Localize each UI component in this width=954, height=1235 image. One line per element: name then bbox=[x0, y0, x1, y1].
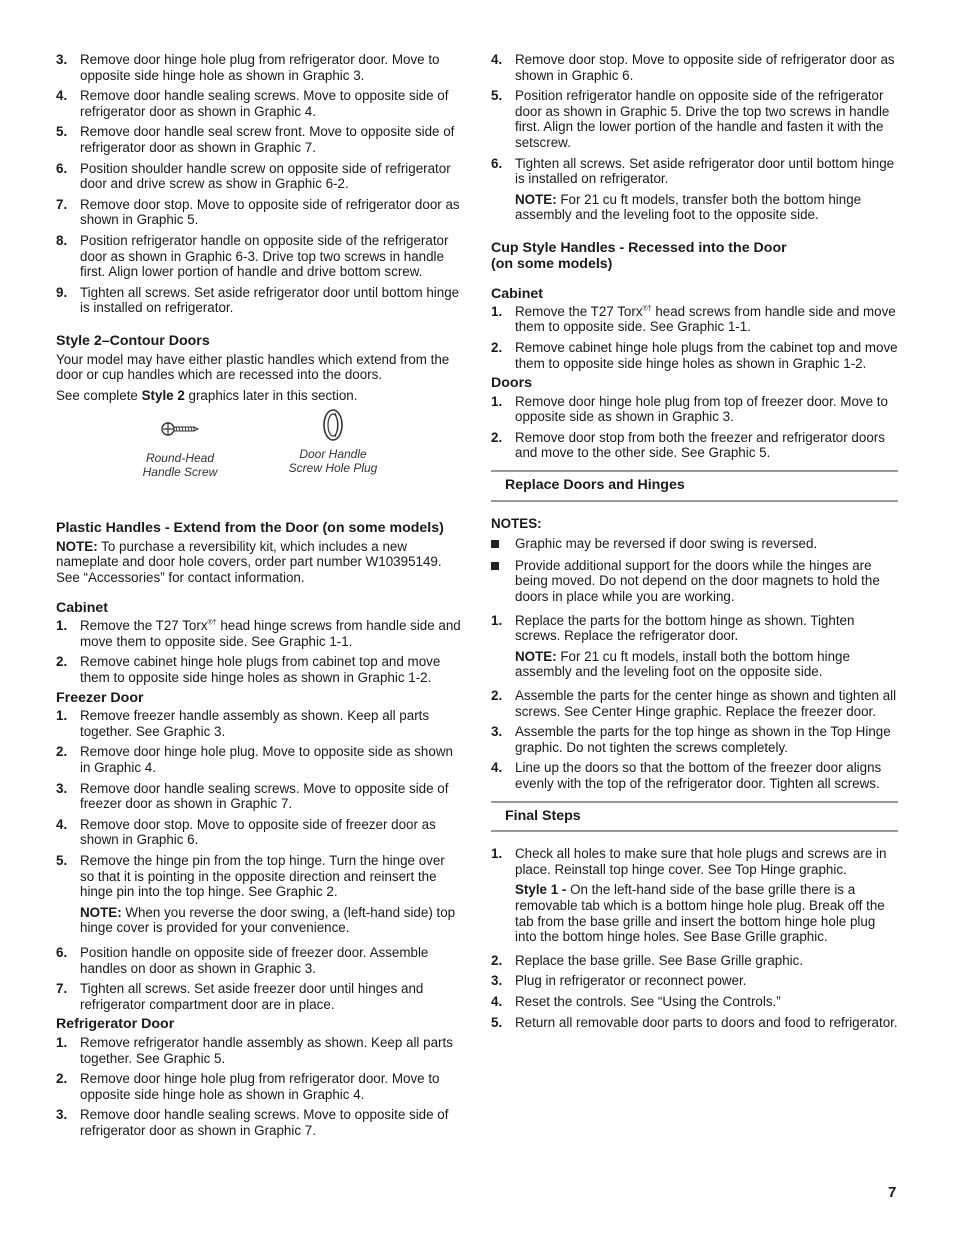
list-item: 6. Tighten all screws. Set aside refrigerator door until bottom hinge is installed on refrigerator. NOTE: For 21 cu ft models, transfer both the bottom hinge assembly and the leveling foot to the opposite side. bbox=[491, 156, 898, 223]
cabinet-heading: Cabinet bbox=[56, 599, 109, 616]
list-item: 5. Remove the hinge pin from the top hinge. Turn the hinge over so that it is pointing in the opposite direction and reinsert the hinge pin into the top hinge. See Graphic 2. NOTE: When you reverse the door swing, a (left-hand side) top hinge cover is provided for your convenience. bbox=[56, 853, 462, 936]
list-item: 5. Return all removable door parts to doors and food to refrigerator. bbox=[491, 1014, 898, 1030]
right-column bbox=[491, 52, 898, 1035]
style1-base-grille-note: Style 1 - On the left-hand side of the base grille there is a removable tab which is a bottom hinge hole plug. Break off the tab from the base grille and insert the bottom hinge hole plug into the bottom hinge holes. See Base Grille graphic. bbox=[515, 882, 885, 945]
list-item: 2. Remove door hinge hole plug. Move to opposite side as shown in Graphic 4. bbox=[56, 744, 453, 775]
plastic-handles-heading: Plastic Handles - Extend from the Door (on some models) bbox=[56, 520, 444, 537]
replace-doors-section-header: Replace Doors and Hinges bbox=[491, 470, 898, 502]
list-item: 3. Assemble the parts for the top hinge as shown in the Top Hinge graphic. Do not tighten the screws completely. bbox=[491, 724, 891, 755]
round-head-screw-figure: Round-Head Handle Screw bbox=[110, 415, 250, 480]
plastic-note: NOTE: To purchase a reversibility kit, which includes a new nameplate and door hole covers, order part number W10395149. See “Accessories” for contact information. bbox=[56, 538, 442, 586]
left-column bbox=[56, 52, 462, 1143]
final-steps-list bbox=[491, 846, 898, 1030]
leveling-foot-note: NOTE: For 21 cu ft models, install both the bottom hinge assembly and the leveling foot on the opposite side. bbox=[515, 648, 850, 680]
cup-handles-heading: Cup Style Handles - Recessed into the Door (on some models) bbox=[491, 239, 787, 272]
screw-icon bbox=[160, 415, 200, 443]
list-item: 4. Remove door stop. Move to opposite side of freezer door as shown in Graphic 6. bbox=[56, 816, 436, 848]
freezer-door-steps bbox=[56, 708, 462, 1012]
list-item: 4. Line up the doors so that the bottom of the freezer door aligns evenly with the top of the refrigerator door. Tighten all screws. bbox=[491, 760, 882, 791]
freezer-door-heading: Freezer Door bbox=[56, 689, 144, 706]
refrigerator-door-steps-continued bbox=[56, 52, 462, 316]
list-item: 2. Remove door stop from both the freezer and refrigerator doors and move to the other side. See Graphic 5. bbox=[491, 429, 885, 461]
style2-heading: Style 2–Contour Doors bbox=[56, 332, 210, 349]
list-item: 5. Position refrigerator handle on opposite side of the refrigerator door as shown in Graphic 5. Drive the top two screws in handle first. Align the lower portion of the handle and fasten it with the setscrew. bbox=[491, 88, 890, 150]
list-item: 7. Remove door stop. Move to opposite side of refrigerator door as shown in Graphic 5. bbox=[56, 196, 460, 228]
doors-heading: Doors bbox=[491, 375, 532, 392]
list-item: 6. Position handle on opposite side of freezer door. Assemble handles on door as shown in Graphic 3. bbox=[56, 944, 429, 976]
cup-cabinet-steps bbox=[491, 304, 898, 371]
list-item: 2. Remove cabinet hinge hole plugs from cabinet top and move them to opposite side hinge holes as shown in Graphic 1-2. bbox=[56, 654, 441, 686]
list-item: 3. Remove door hinge hole plug from refrigerator door. Move to opposite side hinge hole as shown in Graphic 3. bbox=[56, 52, 440, 83]
cabinet-steps bbox=[56, 618, 462, 685]
bullet-icon bbox=[491, 540, 499, 548]
list-item: 1. Remove refrigerator handle assembly as shown. Keep all parts together. See Graphic 5. bbox=[56, 1034, 453, 1066]
style2-intro: Your model may have either plastic handles which extend from the door or cup handles which are recessed into the doors. bbox=[56, 351, 450, 383]
list-item: 6. Position shoulder handle screw on opposite side of refrigerator door and drive screw as show in Graphic 6-2. bbox=[56, 160, 451, 192]
list-item: 8. Position refrigerator handle on opposite side of the refrigerator door as shown in Graphic 6-3. Drive top two screws in handle first. Align lower portion of handle and drive bottom screw. bbox=[56, 232, 449, 280]
list-item: 4. Reset the controls. See “Using the Controls.” bbox=[491, 993, 781, 1009]
list-item: 2. Remove door hinge hole plug from refrigerator door. Move to opposite side hinge hole as shown in Graphic 4. bbox=[56, 1071, 440, 1102]
notes-list bbox=[491, 536, 898, 604]
replace-steps bbox=[491, 613, 898, 792]
cabinet-heading: Cabinet bbox=[491, 286, 544, 303]
final-steps-section-header: Final Steps bbox=[491, 801, 898, 833]
notes-label: NOTES: bbox=[491, 515, 542, 531]
list-item: 1. Remove the T27 Torx®† head hinge screws from handle side and move them to opposite side. See Graphic 1-1. bbox=[56, 618, 461, 649]
list-item: 5. Remove door handle seal screw front. Move to opposite side of refrigerator door as shown in Graphic 7. bbox=[56, 124, 455, 155]
list-item: 9. Tighten all screws. Set aside refrigerator door until bottom hinge is installed on refrigerator. bbox=[56, 284, 460, 316]
list-item: 3. Remove door handle sealing screws. Move to opposite side of refrigerator door as shown in Graphic 7. bbox=[56, 1107, 449, 1138]
refrigerator-door-heading: Refrigerator Door bbox=[56, 1016, 175, 1033]
parts-figures bbox=[56, 415, 462, 513]
list-item: 3. Plug in refrigerator or reconnect power. bbox=[491, 973, 747, 989]
bullet-icon bbox=[491, 562, 499, 570]
bottom-hinge-note: NOTE: For 21 cu ft models, transfer both the bottom hinge assembly and the leveling foot to the opposite side. bbox=[515, 191, 862, 223]
list-item: 1. Check all holes to make sure that hole plugs and screws are in place. Reinstall top hinge cover. See Top Hinge graphic. Style 1 - On the left-hand side of the base grille there is a removable tab which is a bottom hinge hole plug. Break off the tab from the base grille and insert the bottom hinge hole plug into the bottom hinge holes. See Base Grille graphic. bbox=[491, 846, 898, 945]
hole-plug-figure: Door Handle Screw Hole Plug bbox=[263, 415, 403, 476]
list-item: 1. Remove freezer handle assembly as shown. Keep all parts together. See Graphic 3. bbox=[56, 708, 430, 739]
list-item: 1. Remove the T27 Torx®† head screws from handle side and move them to opposite side. See Graphic 1-1. bbox=[491, 303, 896, 335]
refrigerator-door-steps bbox=[56, 1035, 462, 1139]
list-item: 2. Remove cabinet hinge hole plugs from the cabinet top and move them to opposite side hinge holes as shown in Graphic 1-2. bbox=[491, 339, 898, 371]
refrigerator-door-steps-continued bbox=[491, 52, 898, 223]
list-item: Graphic may be reversed if door swing is reversed. bbox=[491, 536, 898, 552]
plug-icon bbox=[321, 407, 345, 443]
cup-doors-steps bbox=[491, 394, 898, 461]
list-item: 1. Replace the parts for the bottom hinge as shown. Tighten screws. Replace the refrigerator door. NOTE: For 21 cu ft models, install both the bottom hinge assembly and the leveling foot on the opposite side. bbox=[491, 613, 898, 680]
list-item: Provide additional support for the doors while the hinges are being moved. Do not depend on the door magnets to hold the doors in place while you are working. bbox=[491, 558, 898, 605]
list-item: 2. Replace the base grille. See Base Grille graphic. bbox=[491, 952, 804, 968]
style2-see-graphics: See complete Style 2 graphics later in this section. bbox=[56, 387, 358, 403]
hinge-cover-note: NOTE: When you reverse the door swing, a (left-hand side) top hinge cover is provided for your convenience. bbox=[80, 904, 456, 936]
list-item: 4. Remove door handle sealing screws. Move to opposite side of refrigerator door as shown in Graphic 4. bbox=[56, 88, 449, 119]
list-item: 4. Remove door stop. Move to opposite side of refrigerator door as shown in Graphic 6. bbox=[491, 52, 895, 83]
list-item: 2. Assemble the parts for the center hinge as shown and tighten all screws. See Center Hinge graphic. Replace the freezer door. bbox=[491, 688, 897, 719]
page-number: 7 bbox=[888, 1184, 897, 1201]
list-item: 3. Remove door handle sealing screws. Move to opposite side of freezer door as shown in Graphic 7. bbox=[56, 780, 449, 812]
list-item: 1. Remove door hinge hole plug from top of freezer door. Move to opposite side as shown in Graphic 3. bbox=[491, 393, 888, 425]
list-item: 7. Tighten all screws. Set aside freezer door until hinges and refrigerator compartment door are in place. bbox=[56, 981, 424, 1012]
